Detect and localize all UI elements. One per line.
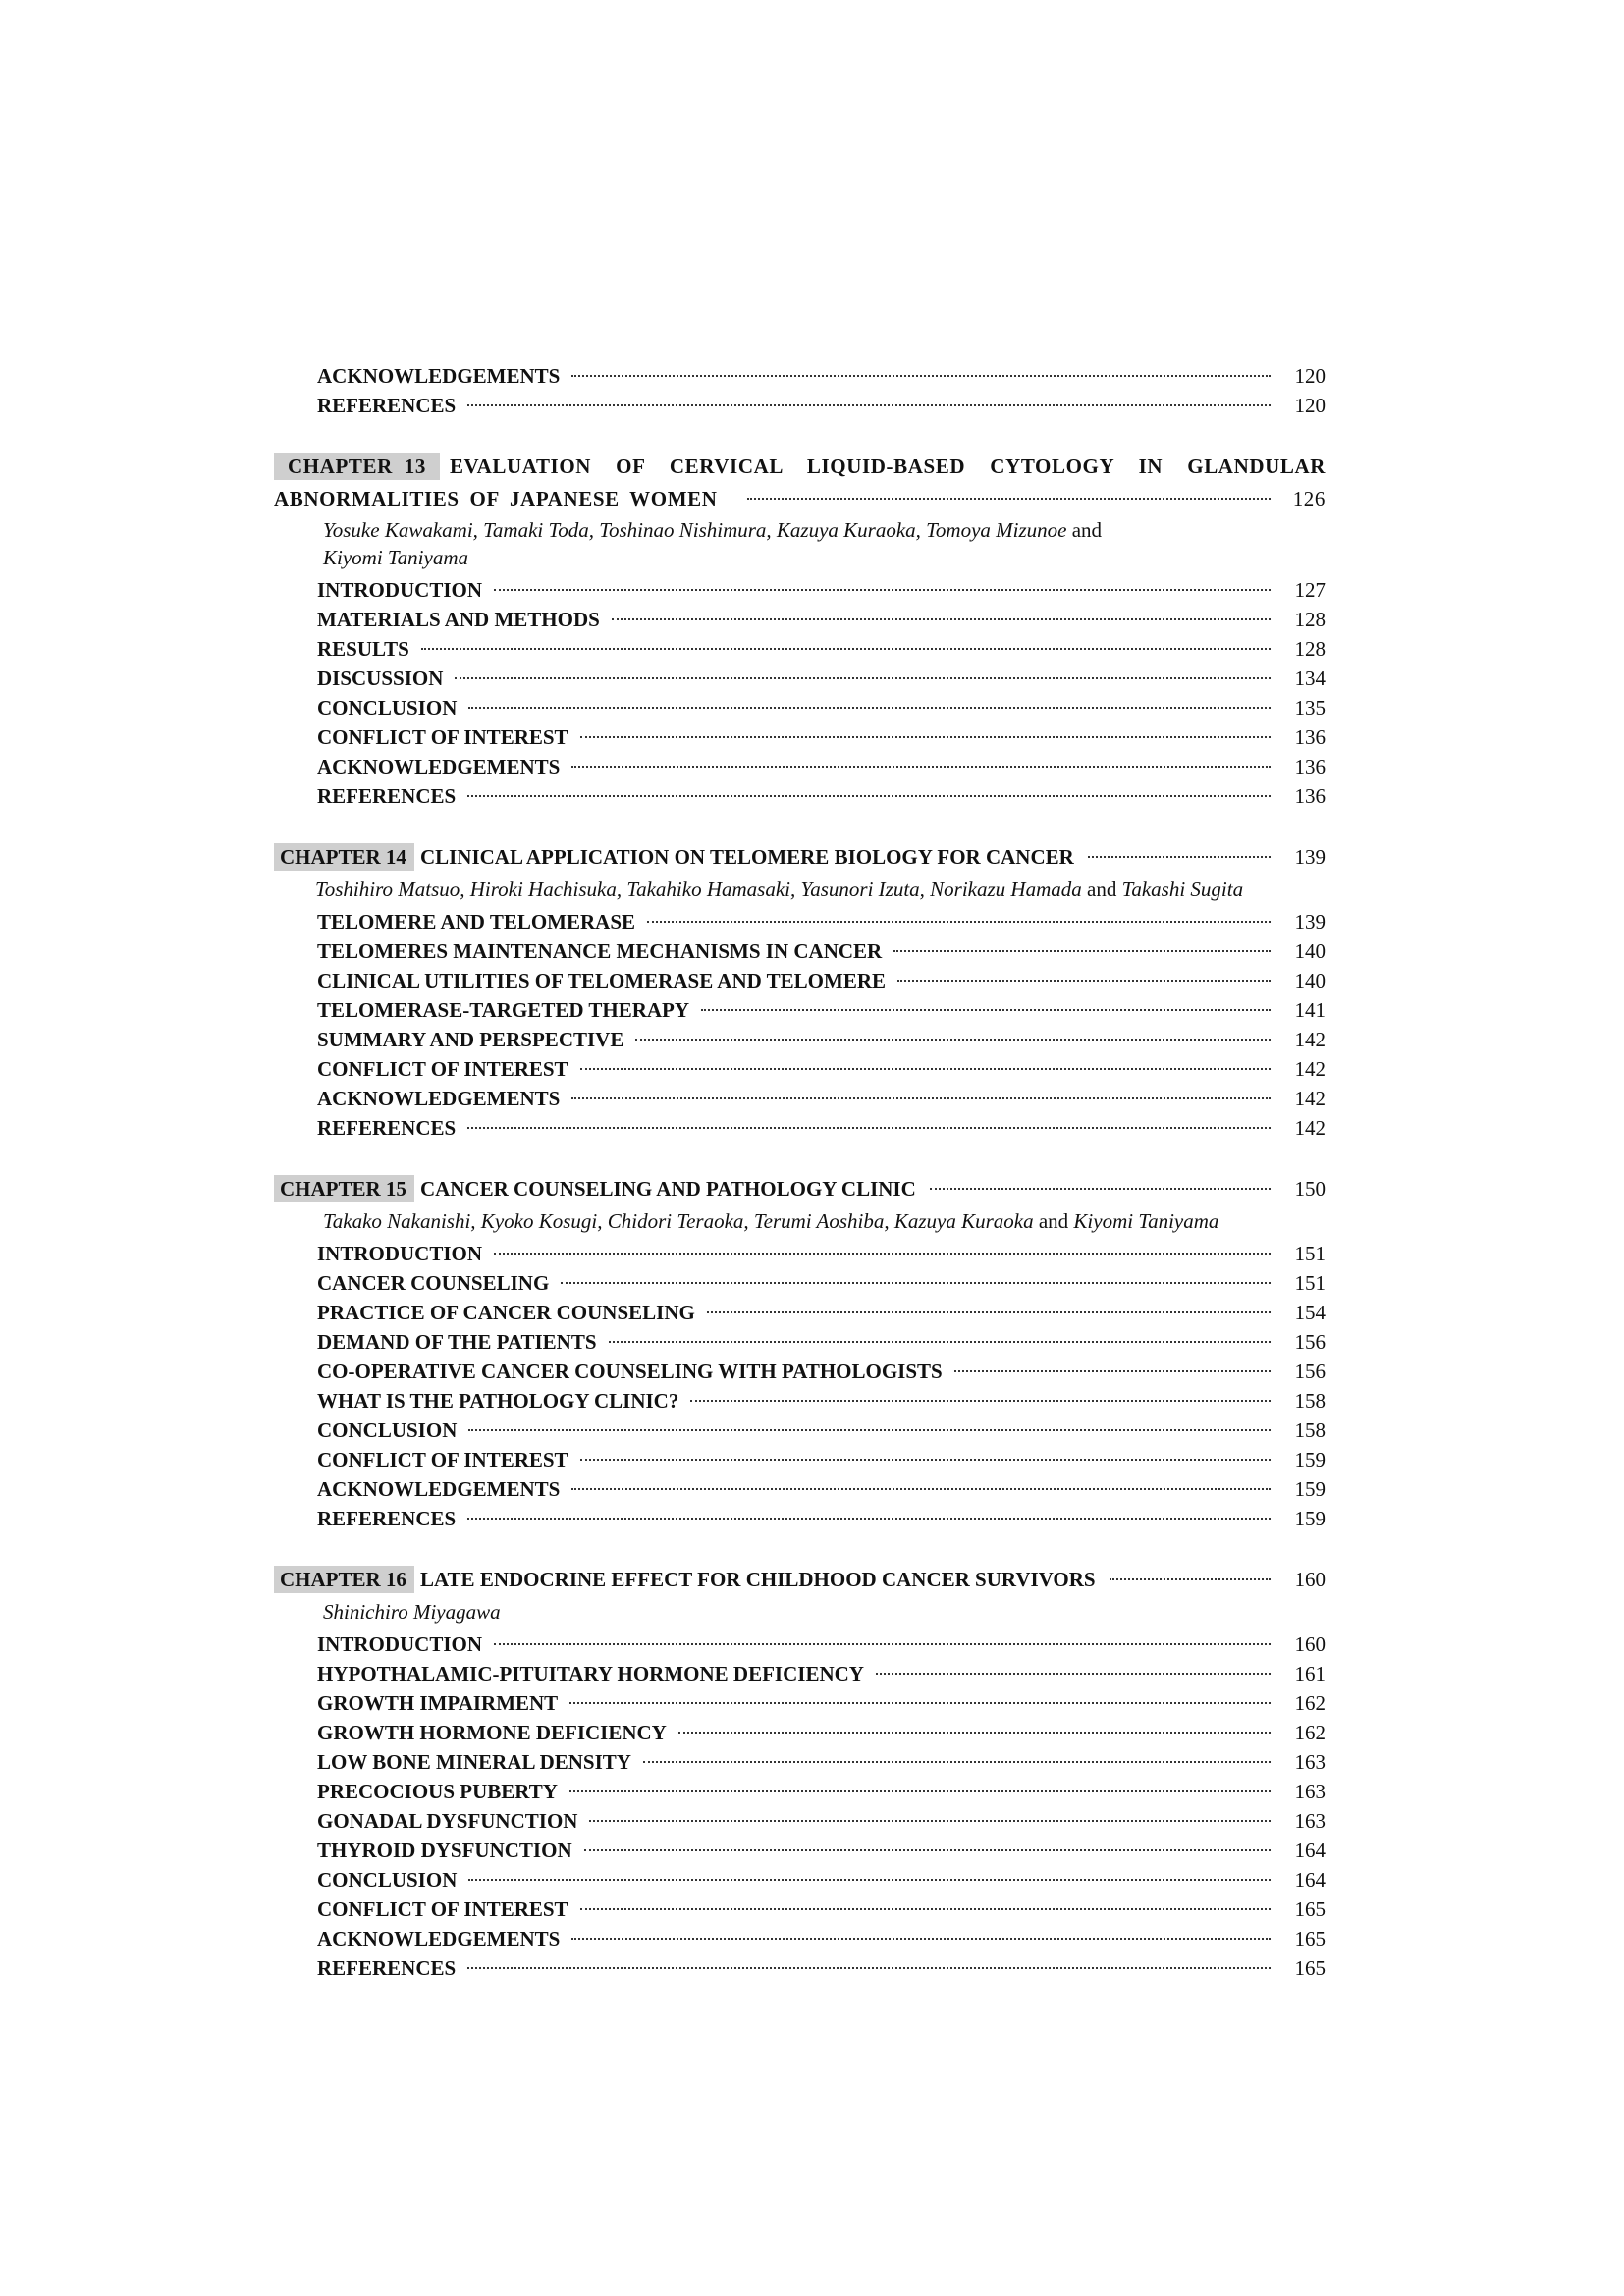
toc-entry[interactable] [274, 1298, 1326, 1327]
dot-leader [690, 1400, 1271, 1402]
toc-entry-page: 142 [1294, 1057, 1326, 1081]
toc-entry-title: CONCLUSION [317, 696, 458, 720]
toc-entry-page: 161 [1294, 1662, 1326, 1685]
toc-entry-page: 165 [1294, 1897, 1326, 1921]
chapter-heading-continued[interactable] [274, 483, 1326, 514]
toc-entry-title: HYPOTHALAMIC-PITUITARY HORMONE DEFICIENCY [317, 1662, 864, 1685]
dot-leader [571, 375, 1271, 377]
toc-entry-page: 158 [1294, 1418, 1326, 1442]
chapter-page: 160 [1294, 1568, 1326, 1591]
toc-entry[interactable] [274, 1327, 1326, 1357]
dot-leader [612, 618, 1271, 620]
dot-leader [467, 1967, 1271, 1969]
dot-leader [571, 1097, 1271, 1099]
toc-entry-page: 136 [1294, 784, 1326, 808]
toc-entry-page: 160 [1294, 1632, 1326, 1656]
chapter-heading[interactable] [274, 450, 1326, 483]
dot-leader [571, 1938, 1271, 1940]
chapter-14 [274, 840, 1326, 1143]
dot-leader [1110, 1578, 1271, 1580]
toc-entry-page: 151 [1294, 1242, 1326, 1265]
toc-entry[interactable] [274, 664, 1326, 693]
dot-leader [647, 921, 1271, 923]
dot-leader [467, 404, 1271, 406]
toc-entry-title: CO-OPERATIVE CANCER COUNSELING WITH PATHOLOGISTS [317, 1360, 943, 1383]
toc-entry[interactable] [274, 1953, 1326, 1983]
toc-entry-title: SUMMARY AND PERSPECTIVE [317, 1028, 624, 1051]
toc-entry-page: 120 [1294, 394, 1326, 417]
toc-entry-page: 140 [1294, 939, 1326, 963]
toc-entry-page: 164 [1294, 1839, 1326, 1862]
toc-entry[interactable] [274, 936, 1326, 966]
dot-leader [494, 589, 1271, 591]
toc-entry[interactable] [274, 1084, 1326, 1113]
toc-entry-page: 164 [1294, 1868, 1326, 1892]
chapter-title: EVALUATION OF CERVICAL LIQUID-BASED CYTOLOGY IN GLANDULAR [449, 454, 1326, 478]
toc-entry-title: CONFLICT OF INTEREST [317, 1448, 568, 1471]
chapter-title: LATE ENDOCRINE EFFECT FOR CHILDHOOD CANCER SURVIVORS [419, 1568, 1096, 1591]
toc-entry-page: 163 [1294, 1809, 1326, 1833]
toc-entry-title: CONFLICT OF INTEREST [317, 1057, 568, 1081]
toc-entry[interactable] [274, 1718, 1326, 1747]
toc-entry[interactable] [274, 1445, 1326, 1474]
dot-leader [747, 498, 1271, 500]
authors-text: Kiyomi Taniyama [323, 546, 468, 569]
toc-entry[interactable] [274, 1054, 1326, 1084]
dot-leader [678, 1732, 1271, 1734]
toc-entry[interactable] [274, 1357, 1326, 1386]
dot-leader [1088, 856, 1271, 858]
toc-entry[interactable] [274, 1924, 1326, 1953]
toc-entry[interactable] [274, 1688, 1326, 1718]
toc-entry[interactable] [274, 722, 1326, 752]
dot-leader [421, 648, 1271, 650]
toc-entry-page: 142 [1294, 1087, 1326, 1110]
toc-entry-title: ACKNOWLEDGEMENTS [317, 364, 561, 388]
chapter-heading[interactable] [274, 1172, 1326, 1205]
dot-leader [468, 1879, 1271, 1881]
toc-entry-title: INTRODUCTION [317, 578, 483, 602]
authors-text: Takako Nakanishi, Kyoko Kosugi, Chidori Teraoka, Terumi Aoshiba, Kazuya Kuraoka [323, 1209, 1034, 1233]
dot-leader [468, 1429, 1271, 1431]
chapter-sections [274, 1239, 1326, 1533]
toc-entry[interactable] [274, 1629, 1326, 1659]
toc-entry-title: PRECOCIOUS PUBERTY [317, 1780, 558, 1803]
toc-entry[interactable] [274, 1415, 1326, 1445]
toc-entry-page: 127 [1294, 578, 1326, 602]
dot-leader [494, 1253, 1271, 1255]
toc-entry-page: 139 [1294, 910, 1326, 934]
authors-text: Shinichiro Miyagawa [323, 1600, 501, 1624]
toc-entry-title: REFERENCES [317, 784, 457, 808]
dot-leader [571, 766, 1271, 768]
dot-leader [569, 1790, 1271, 1792]
authors-text: Toshihiro Matsuo, Hiroki Hachisuka, Takahiko Hamasaki, Yasunori Izuta, Norikazu Hamada [315, 878, 1082, 901]
toc-entry-page: 151 [1294, 1271, 1326, 1295]
toc-entry[interactable] [274, 966, 1326, 995]
table-of-contents [274, 361, 1326, 1983]
toc-entry[interactable] [274, 1113, 1326, 1143]
dot-leader [580, 1068, 1271, 1070]
toc-entry[interactable] [274, 1895, 1326, 1924]
toc-entry[interactable] [274, 1836, 1326, 1865]
toc-entry-page: 136 [1294, 725, 1326, 749]
toc-entry-title: REFERENCES [317, 394, 457, 417]
toc-entry-title: ACKNOWLEDGEMENTS [317, 755, 561, 778]
toc-entry-title: CONFLICT OF INTEREST [317, 725, 568, 749]
dot-leader [569, 1702, 1271, 1704]
toc-entry-title: ACKNOWLEDGEMENTS [317, 1087, 561, 1110]
dot-leader [467, 795, 1271, 797]
toc-entry-title: THYROID DYSFUNCTION [317, 1839, 572, 1862]
dot-leader [701, 1009, 1271, 1011]
toc-entry-page: 142 [1294, 1028, 1326, 1051]
toc-entry-title: RESULTS [317, 637, 409, 661]
chapter-authors [274, 876, 1326, 903]
dot-leader [494, 1643, 1271, 1645]
toc-entry-title: GROWTH HORMONE DEFICIENCY [317, 1721, 667, 1744]
dot-leader [584, 1849, 1271, 1851]
dot-leader [571, 1488, 1271, 1490]
authors-and: and [1071, 518, 1103, 542]
dot-leader [930, 1188, 1271, 1190]
toc-entry-title: GROWTH IMPAIRMENT [317, 1691, 559, 1715]
dot-leader [467, 1518, 1271, 1520]
toc-entry[interactable] [274, 1747, 1326, 1777]
toc-entry-title: INTRODUCTION [317, 1242, 483, 1265]
toc-entry-page: 142 [1294, 1116, 1326, 1140]
toc-entry[interactable] [274, 752, 1326, 781]
toc-entry[interactable] [274, 575, 1326, 605]
chapter-16 [274, 1563, 1326, 1983]
toc-entry-page: 163 [1294, 1750, 1326, 1774]
toc-entry[interactable] [274, 1504, 1326, 1533]
toc-entry-title: PRACTICE OF CANCER COUNSELING [317, 1301, 695, 1324]
dot-leader [561, 1282, 1271, 1284]
chapter-title-continued: ABNORMALITIES OF JAPANESE WOMEN [274, 487, 718, 510]
toc-entry[interactable] [274, 781, 1326, 811]
chapter-sections [274, 907, 1326, 1143]
toc-entry-page: 165 [1294, 1927, 1326, 1950]
toc-entry[interactable] [274, 1268, 1326, 1298]
toc-entry-page: 159 [1294, 1507, 1326, 1530]
toc-entry-title: LOW BONE MINERAL DENSITY [317, 1750, 631, 1774]
toc-entry[interactable] [274, 1386, 1326, 1415]
toc-entry-page: 159 [1294, 1448, 1326, 1471]
chapter-sections [274, 1629, 1326, 1983]
toc-entry-page: 135 [1294, 696, 1326, 720]
chapter-15 [274, 1172, 1326, 1533]
toc-entry-page: 120 [1294, 364, 1326, 388]
toc-entry-title: REFERENCES [317, 1116, 457, 1140]
toc-entry-title: DISCUSSION [317, 667, 444, 690]
chapter-label: CHAPTER 14 [274, 843, 414, 871]
dot-leader [893, 950, 1271, 952]
dot-leader [954, 1370, 1271, 1372]
chapter-title: CLINICAL APPLICATION ON TELOMERE BIOLOGY FOR CANCER [419, 845, 1074, 869]
toc-entry-page: 165 [1294, 1956, 1326, 1980]
toc-entry[interactable] [274, 391, 1326, 420]
toc-entry[interactable] [274, 1025, 1326, 1054]
chapter-heading[interactable] [274, 840, 1326, 874]
toc-entry-title: GONADAL DYSFUNCTION [317, 1809, 578, 1833]
toc-entry[interactable] [274, 605, 1326, 634]
toc-entry-page: 140 [1294, 969, 1326, 992]
dot-leader [876, 1673, 1271, 1675]
toc-entry-page: 128 [1294, 637, 1326, 661]
dot-leader [467, 1127, 1271, 1129]
toc-entry-title: TELOMERASE-TARGETED THERAPY [317, 998, 690, 1022]
toc-entry-page: 141 [1294, 998, 1326, 1022]
authors-text: Kiyomi Taniyama [1073, 1209, 1219, 1233]
toc-entry-title: CONCLUSION [317, 1418, 458, 1442]
toc-entry-page: 128 [1294, 608, 1326, 631]
dot-leader [468, 707, 1271, 709]
toc-entry[interactable] [274, 1865, 1326, 1895]
toc-top-entries [274, 361, 1326, 420]
dot-leader [897, 980, 1271, 982]
toc-entry-title: INTRODUCTION [317, 1632, 483, 1656]
chapter-page: 139 [1294, 845, 1326, 869]
chapter-label: CHAPTER 13 [274, 453, 440, 480]
toc-entry[interactable] [274, 693, 1326, 722]
toc-entry[interactable] [274, 1806, 1326, 1836]
dot-leader [580, 1908, 1271, 1910]
chapter-authors [274, 1598, 1326, 1626]
toc-entry-title: CONFLICT OF INTEREST [317, 1897, 568, 1921]
chapter-sections [274, 575, 1326, 811]
toc-entry-title: WHAT IS THE PATHOLOGY CLINIC? [317, 1389, 679, 1413]
dot-leader [609, 1341, 1271, 1343]
authors-and: and [1087, 878, 1117, 901]
toc-entry-page: 134 [1294, 667, 1326, 690]
toc-entry-title: ACKNOWLEDGEMENTS [317, 1477, 561, 1501]
chapter-13 [274, 450, 1326, 811]
dot-leader [635, 1039, 1271, 1041]
toc-entry[interactable] [274, 907, 1326, 936]
chapter-label: CHAPTER 15 [274, 1175, 414, 1202]
toc-entry[interactable] [274, 361, 1326, 391]
chapter-heading[interactable] [274, 1563, 1326, 1596]
toc-entry-title: TELOMERES MAINTENANCE MECHANISMS IN CANCER [317, 939, 883, 963]
toc-entry-title: ACKNOWLEDGEMENTS [317, 1927, 561, 1950]
toc-entry-title: CANCER COUNSELING [317, 1271, 550, 1295]
authors-text: Takashi Sugita [1121, 878, 1244, 901]
toc-entry-title: CLINICAL UTILITIES OF TELOMERASE AND TELOMERE [317, 969, 887, 992]
dot-leader [643, 1761, 1271, 1763]
chapter-page: 126 [1292, 487, 1326, 510]
toc-entry[interactable] [274, 1777, 1326, 1806]
toc-entry-title: MATERIALS AND METHODS [317, 608, 600, 631]
dot-leader [580, 736, 1271, 738]
toc-entry-page: 163 [1294, 1780, 1326, 1803]
chapter-authors [274, 1207, 1326, 1235]
chapter-authors [274, 516, 1326, 571]
authors-text: Yosuke Kawakami, Tamaki Toda, Toshinao Nishimura, Kazuya Kuraoka, Tomoya Mizunoe [323, 518, 1067, 542]
dot-leader [580, 1459, 1271, 1461]
toc-entry[interactable] [274, 1659, 1326, 1688]
chapter-title: CANCER COUNSELING AND PATHOLOGY CLINIC [419, 1177, 916, 1201]
toc-entry-page: 136 [1294, 755, 1326, 778]
toc-entry-title: DEMAND OF THE PATIENTS [317, 1330, 597, 1354]
dot-leader [589, 1820, 1271, 1822]
toc-entry-page: 162 [1294, 1721, 1326, 1744]
toc-entry-title: REFERENCES [317, 1507, 457, 1530]
toc-entry-title: CONCLUSION [317, 1868, 458, 1892]
toc-entry-page: 154 [1294, 1301, 1326, 1324]
toc-entry[interactable] [274, 1474, 1326, 1504]
authors-and: and [1038, 1209, 1069, 1233]
toc-entry-title: REFERENCES [317, 1956, 457, 1980]
toc-entry-title: TELOMERE AND TELOMERASE [317, 910, 636, 934]
dot-leader [455, 677, 1271, 679]
toc-entry-page: 156 [1294, 1330, 1326, 1354]
toc-entry-page: 159 [1294, 1477, 1326, 1501]
toc-entry-page: 158 [1294, 1389, 1326, 1413]
chapter-page: 150 [1294, 1177, 1326, 1201]
toc-entry[interactable] [274, 995, 1326, 1025]
chapter-label: CHAPTER 16 [274, 1566, 414, 1593]
toc-entry[interactable] [274, 634, 1326, 664]
toc-entry-page: 162 [1294, 1691, 1326, 1715]
toc-entry-page: 156 [1294, 1360, 1326, 1383]
dot-leader [707, 1311, 1271, 1313]
toc-entry[interactable] [274, 1239, 1326, 1268]
